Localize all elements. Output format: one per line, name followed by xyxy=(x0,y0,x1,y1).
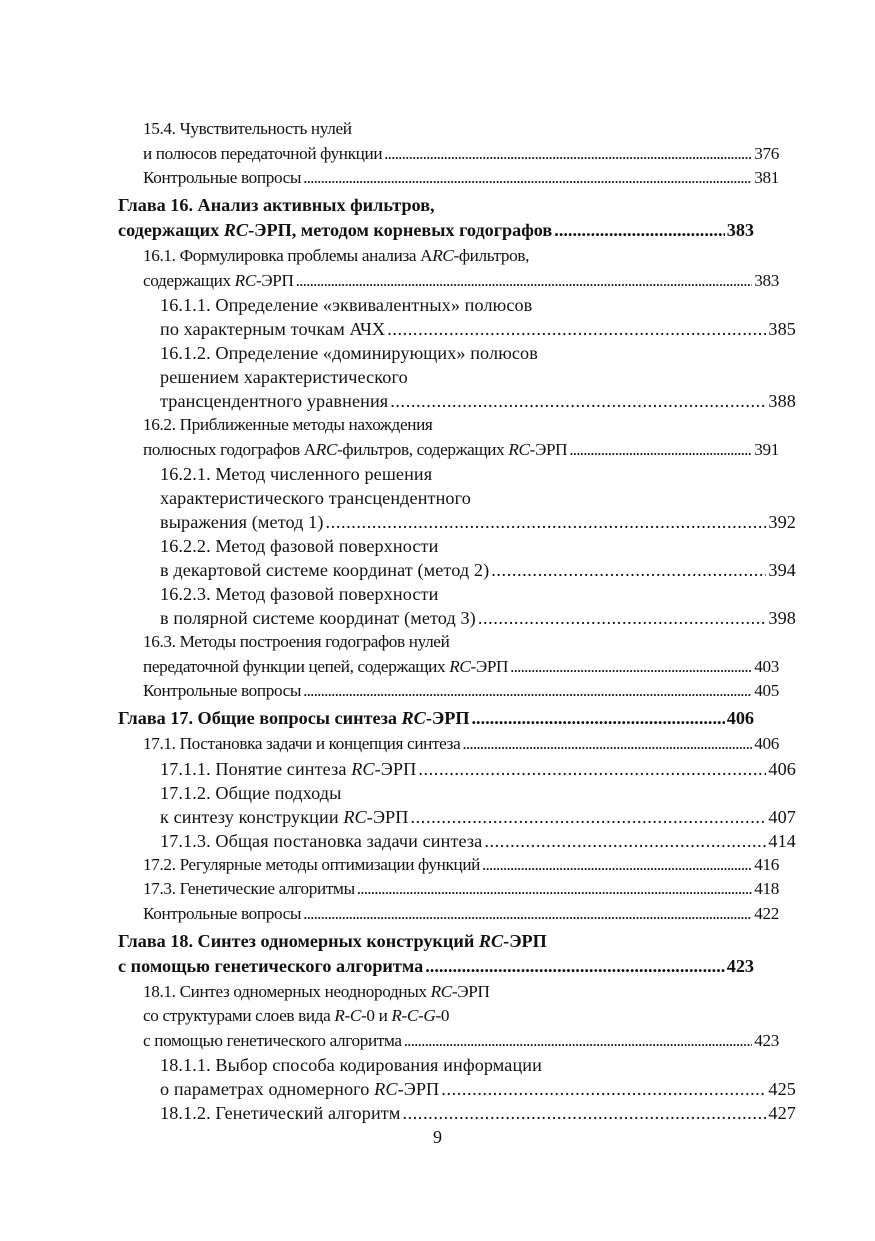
toc-entry xyxy=(118,534,796,582)
toc-line-text: содержащих RC-ЭРП xyxy=(143,270,294,290)
toc-entry xyxy=(118,117,779,166)
dot-leader xyxy=(390,389,766,413)
toc-line-text: Глава 18. Синтез одномерных конструкций RC-ЭРП xyxy=(118,930,547,951)
toc-entry xyxy=(118,1101,796,1125)
toc-entry xyxy=(118,413,779,462)
toc-questions xyxy=(118,679,779,703)
toc-page-number: 383 xyxy=(754,270,779,290)
toc-line-text: 17.2. Регулярные методы оптимизации функций xyxy=(143,854,481,874)
toc-entry xyxy=(118,630,779,679)
toc-line-text: 16.2. Приближенные методы нахождения xyxy=(143,415,433,434)
toc-line xyxy=(160,781,796,805)
toc-entry xyxy=(118,853,779,878)
toc-line-text: о параметрах одномерного RC-ЭРП xyxy=(160,1079,440,1099)
dot-leader xyxy=(404,1029,753,1054)
toc-page-number: 418 xyxy=(754,879,779,898)
toc-line xyxy=(118,706,754,731)
toc-line xyxy=(143,902,779,926)
toc-line-text: с помощью генетического алгоритма xyxy=(118,955,424,976)
toc-line xyxy=(143,655,779,680)
toc-line-text: передаточной функции цепей, содержащих RC-ЭРП xyxy=(143,656,509,676)
toc-line xyxy=(160,1101,796,1125)
toc-line xyxy=(160,534,796,558)
table-of-contents xyxy=(118,117,796,1125)
dot-leader xyxy=(484,829,766,853)
toc-line xyxy=(143,438,779,463)
toc-entry xyxy=(118,1053,796,1101)
dot-leader xyxy=(303,679,752,703)
toc-line xyxy=(143,1029,779,1054)
toc-line-text: 17.1. Постановка задачи и концепция синтеза xyxy=(143,734,461,753)
toc-line xyxy=(160,829,796,853)
toc-page-number: 376 xyxy=(754,143,779,163)
toc-entry xyxy=(118,293,796,341)
toc-line xyxy=(160,606,796,630)
toc-line-text: трансцендентного уравнения xyxy=(160,391,389,411)
toc-line xyxy=(160,365,796,389)
toc-page-number: 406 xyxy=(768,758,796,779)
toc-page-number: 425 xyxy=(768,1079,796,1099)
toc-line xyxy=(160,582,796,606)
toc-line xyxy=(143,244,779,269)
dot-leader xyxy=(482,853,752,878)
toc-line-text: 15.4. Чувствительность нулей xyxy=(143,119,352,138)
dot-leader xyxy=(554,218,724,243)
toc-line xyxy=(160,1053,796,1077)
toc-entry xyxy=(118,341,796,413)
toc-entry xyxy=(118,877,779,902)
toc-chapter xyxy=(118,929,754,979)
toc-page-number: 427 xyxy=(768,1103,796,1123)
toc-page-number: 423 xyxy=(726,955,754,976)
toc-line-text: выражения (метод 1) xyxy=(160,512,324,532)
toc-line-text: 16.1. Формулировка проблемы анализа АRC-фильтров, xyxy=(143,246,530,265)
toc-line xyxy=(143,877,779,902)
toc-entry xyxy=(118,462,796,534)
dot-leader xyxy=(510,655,752,680)
toc-line xyxy=(143,1004,779,1029)
toc-line xyxy=(160,1077,796,1101)
toc-page-number: 407 xyxy=(768,806,796,827)
dot-leader xyxy=(418,757,766,781)
toc-page-number: 422 xyxy=(754,903,779,923)
toc-chapter xyxy=(118,706,754,731)
toc-line-text: 17.3. Генетические алгоритмы xyxy=(143,879,355,898)
toc-line-text: 16.2.3. Метод фазовой поверхности xyxy=(160,584,439,604)
dot-leader xyxy=(303,902,752,926)
dot-leader xyxy=(462,732,752,757)
toc-line-text: 17.1.3. Общая постановка задачи синтеза xyxy=(160,830,483,851)
toc-entry xyxy=(118,980,779,1054)
toc-line-text: 18.1.2. Генетический алгоритм xyxy=(160,1103,401,1123)
toc-line-text: полюсных годографов АRC-фильтров, содержащих RC-ЭРП xyxy=(143,439,568,459)
dot-leader xyxy=(471,706,724,731)
toc-page-number: 406 xyxy=(726,708,754,728)
dot-leader xyxy=(491,558,766,582)
toc-line-text: с помощью генетического алгоритма xyxy=(143,1030,402,1050)
toc-page-number: 388 xyxy=(768,391,796,411)
toc-line xyxy=(143,269,779,294)
toc-page-number: 423 xyxy=(754,1030,779,1050)
toc-page-number: 392 xyxy=(768,512,796,532)
toc-page-number: 381 xyxy=(754,168,779,187)
dot-leader xyxy=(296,269,753,294)
toc-page-number: 385 xyxy=(768,319,796,339)
toc-page-number: 414 xyxy=(768,830,796,851)
toc-line xyxy=(143,980,779,1005)
toc-line xyxy=(160,558,796,582)
toc-entry xyxy=(118,757,796,781)
toc-line-text: 16.1.2. Определение «доминирующих» полюсов xyxy=(160,343,538,363)
toc-line-text: характеристического трансцендентного xyxy=(160,488,471,508)
toc-line xyxy=(143,853,779,878)
toc-page-number: 383 xyxy=(726,220,754,240)
toc-entry xyxy=(118,244,779,293)
dot-leader xyxy=(425,954,725,979)
page-number: 9 xyxy=(433,1127,442,1147)
toc-line xyxy=(160,293,796,317)
toc-line-text: содержащих RC-ЭРП, методом корневых годографов xyxy=(118,220,553,240)
toc-line-text: 16.3. Методы построения годографов нулей xyxy=(143,632,450,651)
toc-line xyxy=(118,954,754,979)
toc-line xyxy=(160,510,796,534)
dot-leader xyxy=(569,438,752,463)
toc-line-text: к синтезу конструкции RC-ЭРП xyxy=(160,806,409,827)
toc-line xyxy=(160,805,796,829)
toc-chapter xyxy=(118,193,754,243)
toc-line xyxy=(160,341,796,365)
dot-leader xyxy=(303,166,752,190)
toc-line-text: 16.1.1. Определение «эквивалентных» полюсов xyxy=(160,295,533,315)
toc-line xyxy=(143,117,779,142)
dot-leader xyxy=(402,1101,766,1125)
toc-line-text: Контрольные вопросы xyxy=(143,903,302,923)
toc-questions xyxy=(118,166,779,190)
toc-line-text: со структурами слоев вида R-C-0 и R-C-G-0 xyxy=(143,1006,450,1025)
toc-line xyxy=(143,166,779,190)
toc-page-number: 405 xyxy=(754,681,779,700)
toc-page-number: 406 xyxy=(754,734,779,753)
toc-line-text: 17.1.1. Понятие синтеза RC-ЭРП xyxy=(160,758,417,779)
toc-line-text: 18.1. Синтез одномерных неоднородных RC-ЭРП xyxy=(143,981,490,1001)
dot-leader xyxy=(384,142,752,167)
toc-line xyxy=(118,929,754,954)
toc-page-number: 398 xyxy=(768,608,796,628)
toc-questions xyxy=(118,902,779,926)
toc-line-text: 16.2.2. Метод фазовой поверхности xyxy=(160,536,439,556)
toc-entry xyxy=(118,781,796,829)
toc-entry xyxy=(118,582,796,630)
dot-leader xyxy=(326,510,767,534)
toc-line-text: 18.1.1. Выбор способа кодирования информации xyxy=(160,1055,542,1075)
toc-line xyxy=(143,413,779,438)
toc-line xyxy=(160,317,796,341)
toc-line-text: 16.2.1. Метод численного решения xyxy=(160,464,433,484)
toc-line-text: Контрольные вопросы xyxy=(143,168,302,187)
toc-page-number: 403 xyxy=(754,656,779,676)
toc-line xyxy=(160,486,796,510)
toc-line-text: и полюсов передаточной функции xyxy=(143,143,383,163)
toc-line xyxy=(143,732,779,757)
toc-line xyxy=(143,142,779,167)
toc-page-number: 391 xyxy=(754,439,779,459)
toc-line-text: по характерным точкам АЧХ xyxy=(160,319,386,339)
toc-line xyxy=(118,193,754,218)
toc-line-text: Контрольные вопросы xyxy=(143,681,302,700)
toc-page-number: 394 xyxy=(768,560,796,580)
toc-line xyxy=(143,630,779,655)
toc-line-text: Глава 17. Общие вопросы синтеза RC-ЭРП xyxy=(118,708,470,728)
toc-line xyxy=(160,389,796,413)
toc-line-text: 17.1.2. Общие подходы xyxy=(160,782,342,803)
toc-line-text: Глава 16. Анализ активных фильтров, xyxy=(118,195,435,215)
dot-leader xyxy=(411,805,767,829)
dot-leader xyxy=(441,1077,766,1101)
toc-entry xyxy=(118,829,796,853)
toc-line-text: решением характеристического xyxy=(160,367,408,387)
dot-leader xyxy=(357,877,753,902)
toc-line-text: в декартовой системе координат (метод 2) xyxy=(160,560,490,580)
toc-page-number: 416 xyxy=(754,854,779,874)
toc-line xyxy=(143,679,779,703)
dot-leader xyxy=(478,606,767,630)
toc-entry xyxy=(118,732,779,757)
toc-line xyxy=(160,757,796,781)
toc-line xyxy=(160,462,796,486)
toc-line xyxy=(118,218,754,243)
toc-line-text: в полярной системе координат (метод 3) xyxy=(160,608,476,628)
dot-leader xyxy=(387,317,766,341)
